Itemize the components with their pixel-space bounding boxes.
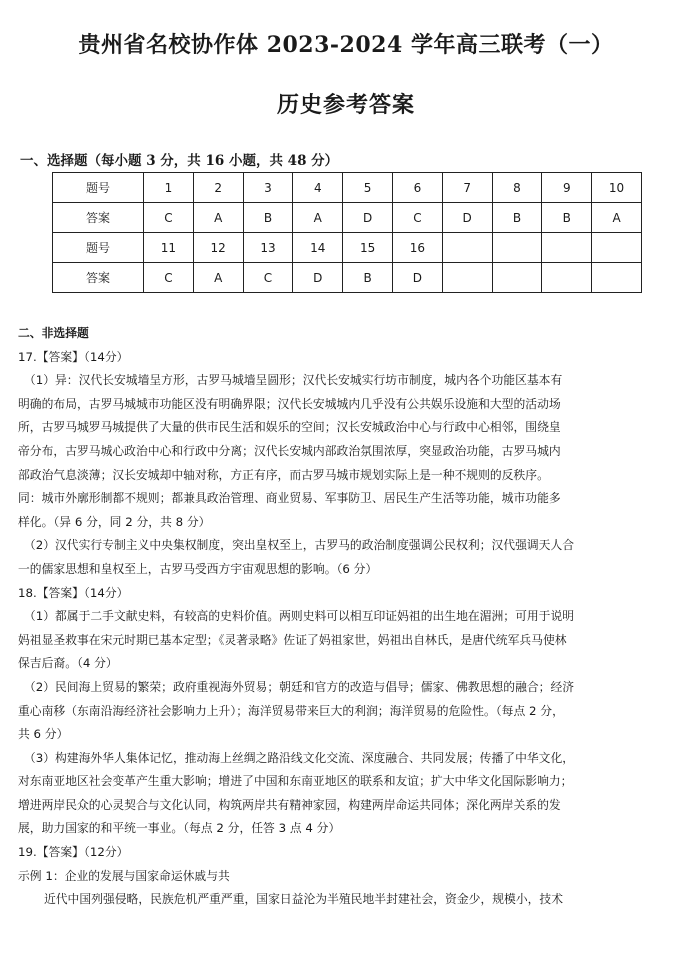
table-row (53, 173, 642, 203)
question-17-heading: 17.【答案】（14分） (18, 349, 129, 364)
table-cell: 15 (343, 233, 393, 263)
answer-line: （2）汉代实行专制主义中央集权制度，突出皇权至上，古罗马的政治制度强调公民权利；汉代强调天人合 (23, 538, 575, 553)
table-cell (592, 263, 642, 293)
table-cell (492, 263, 542, 293)
table-cell: D (442, 203, 492, 233)
section2-heading: 二、非选择题 (18, 326, 89, 340)
table-row (53, 203, 642, 233)
table-cell: 2 (193, 173, 243, 203)
table-cell: D (343, 203, 393, 233)
answer-line: 重心南移（东南沿海经济社会影响力上升）；海洋贸易带来巨大的利润；海洋贸易的危险性。（每点 2 分， (18, 703, 564, 718)
row-label: 题号 (53, 173, 144, 203)
table-cell: B (542, 203, 592, 233)
answer-line: 对东南亚地区社会变革产生重大影响；增进了中国和东南亚地区的联系和友谊；扩大中华文化国际影响力； (18, 774, 573, 789)
table-cell: C (144, 263, 194, 293)
table-cell: 10 (592, 173, 642, 203)
table-cell: A (193, 263, 243, 293)
table-cell (542, 233, 592, 263)
table-cell (442, 233, 492, 263)
table-cell: 13 (243, 233, 293, 263)
table-cell: 1 (144, 173, 194, 203)
section1-heading: 一、选择题（每小题 3 分，共 16 小题，共 48 分） (20, 153, 339, 169)
table-row (53, 263, 642, 293)
table-cell: C (392, 203, 442, 233)
question-18-heading: 18.【答案】（14分） (18, 585, 129, 600)
table-cell: A (293, 203, 343, 233)
table-cell: C (243, 263, 293, 293)
answer-line: 示例 1：企业的发展与国家命运休戚与共 (18, 868, 230, 883)
answer-line: 明确的布局，古罗马城城市功能区没有明确界限；汉代长安城城内几乎没有公共娱乐设施和大型的活动场 (18, 396, 561, 411)
answer-body (18, 322, 676, 912)
answer-line: 增进两岸民众的心灵契合与文化认同，构筑两岸共有精神家园，构建两岸命运共同体；深化两岸关系的发 (18, 797, 561, 812)
table-cell: B (343, 263, 393, 293)
table-cell (592, 233, 642, 263)
table-cell (542, 263, 592, 293)
table-cell: B (492, 203, 542, 233)
answer-line: 所，古罗马城罗马城提供了大量的供市民生活和娱乐的空间；汉长安城政治中心与行政中心相邻，围绕皇 (18, 420, 561, 435)
table-cell: D (392, 263, 442, 293)
table-cell: 8 (492, 173, 542, 203)
table-cell: B (243, 203, 293, 233)
table-cell: 4 (293, 173, 343, 203)
page-subtitle: 历史参考答案 (276, 92, 415, 118)
table-cell (442, 263, 492, 293)
table-row (53, 233, 642, 263)
answer-line: 样化。（异 6 分，同 2 分，共 8 分） (18, 514, 211, 529)
answer-line: （2）民间海上贸易的繁荣；政府重视海外贸易；朝廷和官方的改造与倡导；儒家、佛教思想的融合；经济 (23, 679, 575, 694)
table-cell: 14 (293, 233, 343, 263)
answer-line: 保吉后裔。（4 分） (18, 656, 118, 671)
table-cell: A (592, 203, 642, 233)
answer-line: 共 6 分） (18, 727, 69, 742)
answer-line: （3）构建海外华人集体记忆，推动海上丝绸之路沿线文化交流、深度融合、共同发展；传播了中华文化， (23, 750, 575, 765)
table-cell (492, 233, 542, 263)
table-cell: 9 (542, 173, 592, 203)
table-cell: 6 (392, 173, 442, 203)
table-cell: D (293, 263, 343, 293)
answer-line: （1）异：汉代长安城墙呈方形，古罗马城墙呈圆形；汉代长安城实行坊市制度，城内各个功能区基本有 (23, 373, 563, 388)
table-cell: 16 (392, 233, 442, 263)
row-label: 答案 (53, 203, 144, 233)
question-19-heading: 19.【答案】（12分） (18, 845, 129, 860)
row-label: 答案 (53, 263, 144, 293)
table-cell: 12 (193, 233, 243, 263)
answer-line: 帝分布，古罗马城心政治中心和行政中分离；汉代长安城内部政治氛围浓厚，突显政治功能，古罗马城内 (18, 443, 561, 458)
answer-line: 近代中国列强侵略，民族危机严重严重，国家日益沦为半殖民地半封建社会，资金少，规模小，技术 (43, 892, 564, 907)
table-cell: 5 (343, 173, 393, 203)
table-cell: A (193, 203, 243, 233)
answer-line: 妈祖显圣救事在宋元时期已基本定型；《灵著录略》佐证了妈祖家世，妈祖出自林氏，是唐代统军兵马使林 (18, 632, 567, 647)
answer-line: 一的儒家思想和皇权至上，古罗马受西方宇宙观思想的影响。（6 分） (18, 561, 378, 576)
answer-line: 同：城市外廓形制都不规则；都兼具政治管理、商业贸易、军事防卫、居民生产生活等功能，城市功能多 (18, 491, 561, 506)
row-label: 题号 (53, 233, 144, 263)
page-title: 贵州省名校协作体 2023-2024 学年高三联考（一） (78, 32, 614, 58)
table-cell: 7 (442, 173, 492, 203)
answer-line: （1）都属于二手文献史料，有较高的史料价值。两则史料可以相互印证妈祖的出生地在湄洲；可用于说明 (23, 609, 575, 624)
table-cell: C (144, 203, 194, 233)
table-cell: 3 (243, 173, 293, 203)
table-cell: 11 (144, 233, 194, 263)
answer-table (52, 172, 642, 293)
answer-line: 部政治气息淡薄；汉长安城却中轴对称，方正有序，而古罗马城市规划实际上是一种不规则的反秩序。 (18, 467, 549, 482)
answer-line: 展，助力国家的和平统一事业。（每点 2 分，任答 3 点 4 分） (18, 821, 341, 836)
